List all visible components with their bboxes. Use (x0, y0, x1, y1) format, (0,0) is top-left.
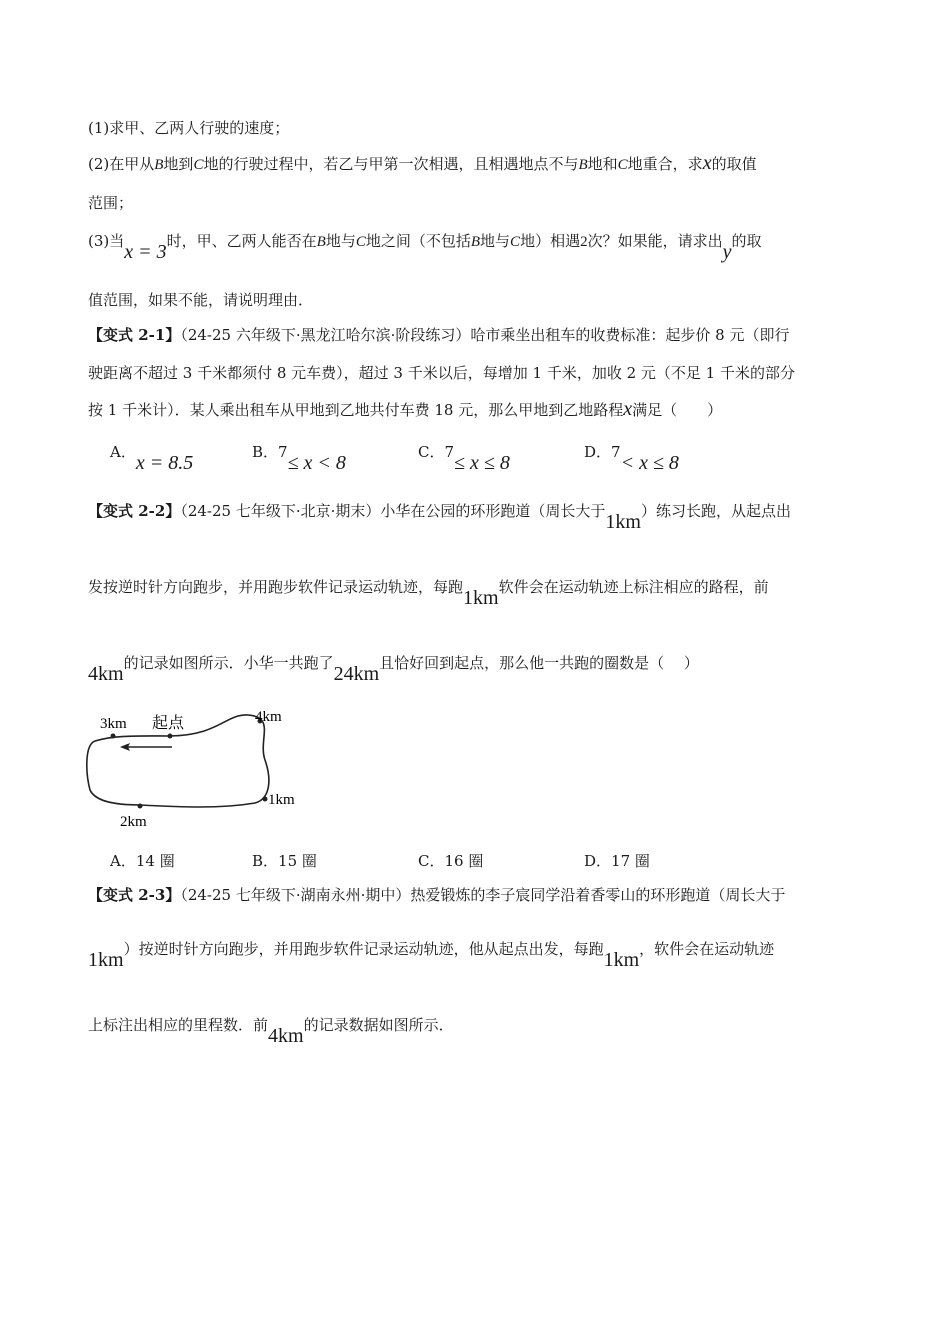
marker-1km (263, 797, 268, 802)
v22-line-2: 发按逆时针方向跑步，并用跑步软件记录运动轨迹，每跑1km软件会在运动轨迹上标注相应的路程，前 (88, 578, 769, 609)
v21-option-d[interactable]: D．7< x ≤ 8 (584, 443, 679, 474)
v21-line-3: 按 1 千米计）．某人乘出租车从甲地到乙地共付车费 18 元，那么甲地到乙地路程x满足（ ） (88, 398, 723, 420)
label-1km: 1km (268, 792, 295, 808)
v23-line-1: 【变式 2-3】（24-25 七年级下·湖南永州·期中）热爱锻炼的李子宸同学沿着香零山的环形跑道（周长大于 (88, 886, 786, 904)
v21-line-1: 【变式 2-1】（24-25 六年级下·黑龙江哈尔滨·阶段练习）哈市乘坐出租车的收费标准：起步价 8 元（即行 (88, 326, 790, 344)
v23-line-3: 上标注出相应的里程数．前4km的记录数据如图所示． (88, 1016, 454, 1047)
v22-option-b[interactable]: B．15 圈 (252, 852, 317, 870)
v22-option-c[interactable]: C．16 圈 (418, 852, 484, 870)
label-2km: 2km (120, 814, 147, 830)
marker-3km (111, 734, 116, 739)
track-figure (80, 705, 320, 835)
marker-2km (138, 804, 143, 809)
label-4km: 4km (255, 709, 282, 725)
v23-line-2: 1km）按逆时针方向跑步，并用跑步软件记录运动轨迹，他从起点出发，每跑1km，软件会在运动轨迹 (88, 940, 775, 971)
marker-start (168, 734, 173, 739)
v22-option-d[interactable]: D．17 圈 (584, 852, 650, 870)
v22-option-a[interactable]: A．14 圈 (110, 852, 175, 870)
v21-option-b[interactable]: B．7≤ x < 8 (252, 443, 346, 474)
q2-line-1: (2)在甲从B地到C地的行驶过程中，若乙与甲第一次相遇，且相遇地点不与B地和C地重合，求x的取值 (88, 152, 757, 174)
v22-line-1: 【变式 2-2】（24-25 七年级下·北京·期末）小华在公园的环形跑道（周长大于1km）练习长跑，从起点出 (88, 502, 791, 533)
label-3km: 3km (100, 716, 127, 732)
v21-option-a[interactable]: A．x = 8.5 (110, 443, 194, 474)
label-start: 起点 (152, 713, 185, 732)
v21-line-2: 驶距离不超过 3 千米都须付 8 元车费），超过 3 千米以后，每增加 1 千米，加收 2 元（不足 1 千米的部分 (88, 364, 795, 382)
v21-option-c[interactable]: C．7≤ x ≤ 8 (418, 443, 510, 474)
q3-line-1: (3)当x = 3时，甲、乙两人能否在B地与C地之间（不包括B地与C地）相遇2次？如果能，请求出y的取 (88, 232, 762, 263)
q1-text: (1)求甲、乙两人行驶的速度； (88, 119, 290, 137)
q2-line-2: 范围； (88, 194, 134, 212)
q3-line-2: 值范围，如果不能，请说明理由． (88, 291, 314, 309)
v22-line-3: 4km的记录如图所示．小华一共跑了24km且恰好回到起点，那么他一共跑的圈数是（ ） (88, 654, 699, 685)
